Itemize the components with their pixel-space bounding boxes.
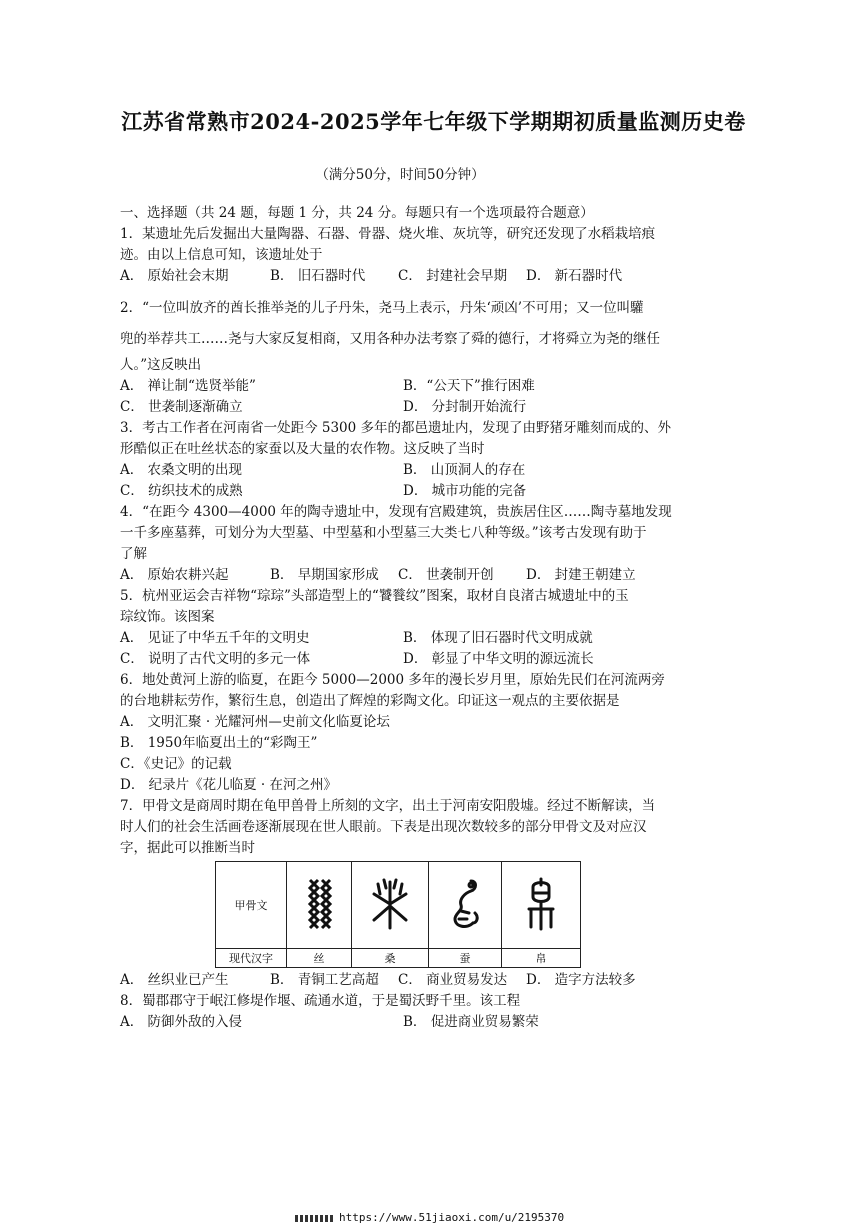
option-a[interactable]: A． 丝织业已产生 [120,972,229,988]
question-8 [120,991,688,1033]
table-row-label: 现代汉字 [216,949,287,968]
option-b[interactable]: B．“公天下”推行困难 [403,378,535,394]
table-cell: 帛 [502,949,581,968]
question-stem-line: 5．杭州亚运会吉祥物“琮琮”头部造型上的“饕餮纹”图案，取材自良渚古城遗址中的玉 [120,588,629,604]
source-footer [295,1211,564,1224]
table-cell: 蚕 [429,949,502,968]
source-url[interactable]: https://www.51jiaoxi.com/u/2195370 [339,1211,565,1224]
question-stem-line: 4．“在距今 4300—4000 年的陶寺遗址中，发现有宫殿建筑，贵族居住区……陶寺墓地发现 [120,504,672,520]
question-stem-line: 一千多座墓葬，可划分为大型墓、中型墓和小型墓三大类七八种等级。”该考古发现有助于 [120,525,647,541]
oracle-cloth-icon [523,875,559,933]
options-row [120,649,688,670]
option-c[interactable]: C． 封建社会早期 [398,268,508,284]
site-logo-icon [295,1215,333,1222]
option-d[interactable]: D． 纪录片《花儿临夏 · 在河之州》 [120,777,337,793]
question-stem-line: 1．某遗址先后发掘出大量陶器、石器、骨器、烧火堆、灰坑等，研究还发现了水稻栽培痕 [120,226,656,242]
page-title: 江苏省常熟市2024-2025学年七年级下学期期初质量监测历史卷 [121,109,746,134]
options-row [120,397,688,418]
option-d[interactable]: D． 分封制开始流行 [403,399,527,415]
option-d[interactable]: D． 新石器时代 [526,268,623,284]
question-stem-line: 了解 [120,546,147,562]
question-6 [120,670,688,796]
option-b[interactable]: B． 旧石器时代 [270,268,366,284]
question-stem-line: 人。”这反映出 [120,357,202,373]
option-d[interactable]: D． 城市功能的完备 [403,483,527,499]
options-row [120,481,688,502]
exam-content [120,203,688,1033]
question-stem-line: 6．地处黄河上游的临夏，在距今 5000—2000 多年的漫长岁月里，原始先民们在河流两旁 [120,672,665,688]
options-row [120,460,688,481]
option-a[interactable]: A． 农桑文明的出现 [120,462,243,478]
options-row [120,1012,688,1033]
oracle-glyph-bo [502,862,581,949]
option-b[interactable]: B． 促进商业贸易繁荣 [403,1014,539,1030]
option-d[interactable]: D． 造字方法较多 [526,972,636,988]
option-c[interactable]: C． 纺织技术的成熟 [120,483,243,499]
option-a[interactable]: A． 禅让制“选贤举能” [120,378,256,394]
section-heading: 一、选择题（共 24 题，每题 1 分，共 24 分。每题只有一个选项最符合题意） [120,205,594,221]
option-b[interactable]: B． 青铜工艺高超 [270,972,379,988]
option-c[interactable]: C． 说明了古代文明的多元一体 [120,651,311,667]
options-row [120,565,688,586]
question-stem-line: 7．甲骨文是商周时期在龟甲兽骨上所刻的文字，出土于河南安阳殷墟。经过不断解读，当 [120,798,656,814]
oracle-glyph-si [287,862,352,949]
oracle-glyph-can [429,862,502,949]
question-7 [120,796,688,991]
option-d[interactable]: D． 封建王朝建立 [526,567,636,583]
options-row [120,970,688,991]
question-stem-line: 迹。由以上信息可知，该遗址处于 [120,247,323,263]
option-b[interactable]: B． 早期国家形成 [270,567,379,583]
oracle-mulberry-icon [368,876,412,932]
option-c[interactable]: C． 世袭制开创 [398,567,494,583]
table-cell: 桑 [352,949,429,968]
option-b[interactable]: B． 1950年临夏出土的“彩陶王” [120,735,318,751]
question-1 [120,224,688,287]
option-a[interactable]: A． 见证了中华五千年的文明史 [120,630,310,646]
options-row [120,628,688,649]
option-c[interactable]: C． 商业贸易发达 [398,972,508,988]
question-stem-line: 兜的举荐共工……尧与大家反复相商，又用各种办法考察了舜的德行，才将舜立为尧的继任 [120,331,660,347]
options-row [120,376,688,397]
option-c[interactable]: C． 世袭制逐渐确立 [120,399,243,415]
option-a[interactable]: A． 原始农耕兴起 [120,567,229,583]
option-a[interactable]: A． 文明汇聚 · 光耀河州—史前文化临夏论坛 [120,714,390,730]
table-row-label: 甲骨文 [216,862,287,949]
question-stem-line: 的台地耕耘劳作，繁衍生息，创造出了辉煌的彩陶文化。印证这一观点的主要依据是 [120,693,620,709]
option-a[interactable]: A． 原始社会末期 [120,268,229,284]
question-stem-line: 3．考古工作者在河南省一处距今 5300 多年的都邑遗址内，发现了由野猪牙雕刻而成的、外 [120,420,672,436]
question-2 [120,293,688,418]
oracle-silk-icon [304,874,334,934]
table-cell: 丝 [287,949,352,968]
options-row [120,266,688,287]
option-d[interactable]: D． 彰显了中华文明的源远流长 [403,651,594,667]
question-4 [120,502,688,586]
question-3 [120,418,688,502]
option-b[interactable]: B． 体现了旧石器时代文明成就 [403,630,593,646]
option-b[interactable]: B． 山顶洞人的存在 [403,462,526,478]
question-stem-line: 字，据此可以推断当时 [120,840,255,856]
oracle-glyph-sang [352,862,429,949]
question-5 [120,586,688,670]
question-stem-line: 时人们的社会生活画卷逐渐展现在世人眼前。下表是出现次数较多的部分甲骨文及对应汉 [120,819,647,835]
question-stem-line: 形酷似正在吐丝状态的家蚕以及大量的农作物。这反映了当时 [120,441,485,457]
question-stem-line: 8．蜀郡郡守于岷江修堤作堰、疏通水道，于是蜀沃野千里。该工程 [120,993,521,1009]
option-a[interactable]: A． 防御外敌的入侵 [120,1014,243,1030]
oracle-silkworm-icon [447,875,483,933]
question-stem-line: 2．“一位叫放齐的酋长推举尧的儿子丹朱，尧马上表示，丹朱‘顽凶’不可用；又一位叫驩 [120,300,644,316]
question-stem-line: 琮纹饰。该图案 [120,609,215,625]
exam-subtitle: （满分50分，时间50分钟） [315,167,485,183]
option-c[interactable]: C．《史记》的记载 [120,756,232,772]
oracle-bone-table [215,861,581,968]
